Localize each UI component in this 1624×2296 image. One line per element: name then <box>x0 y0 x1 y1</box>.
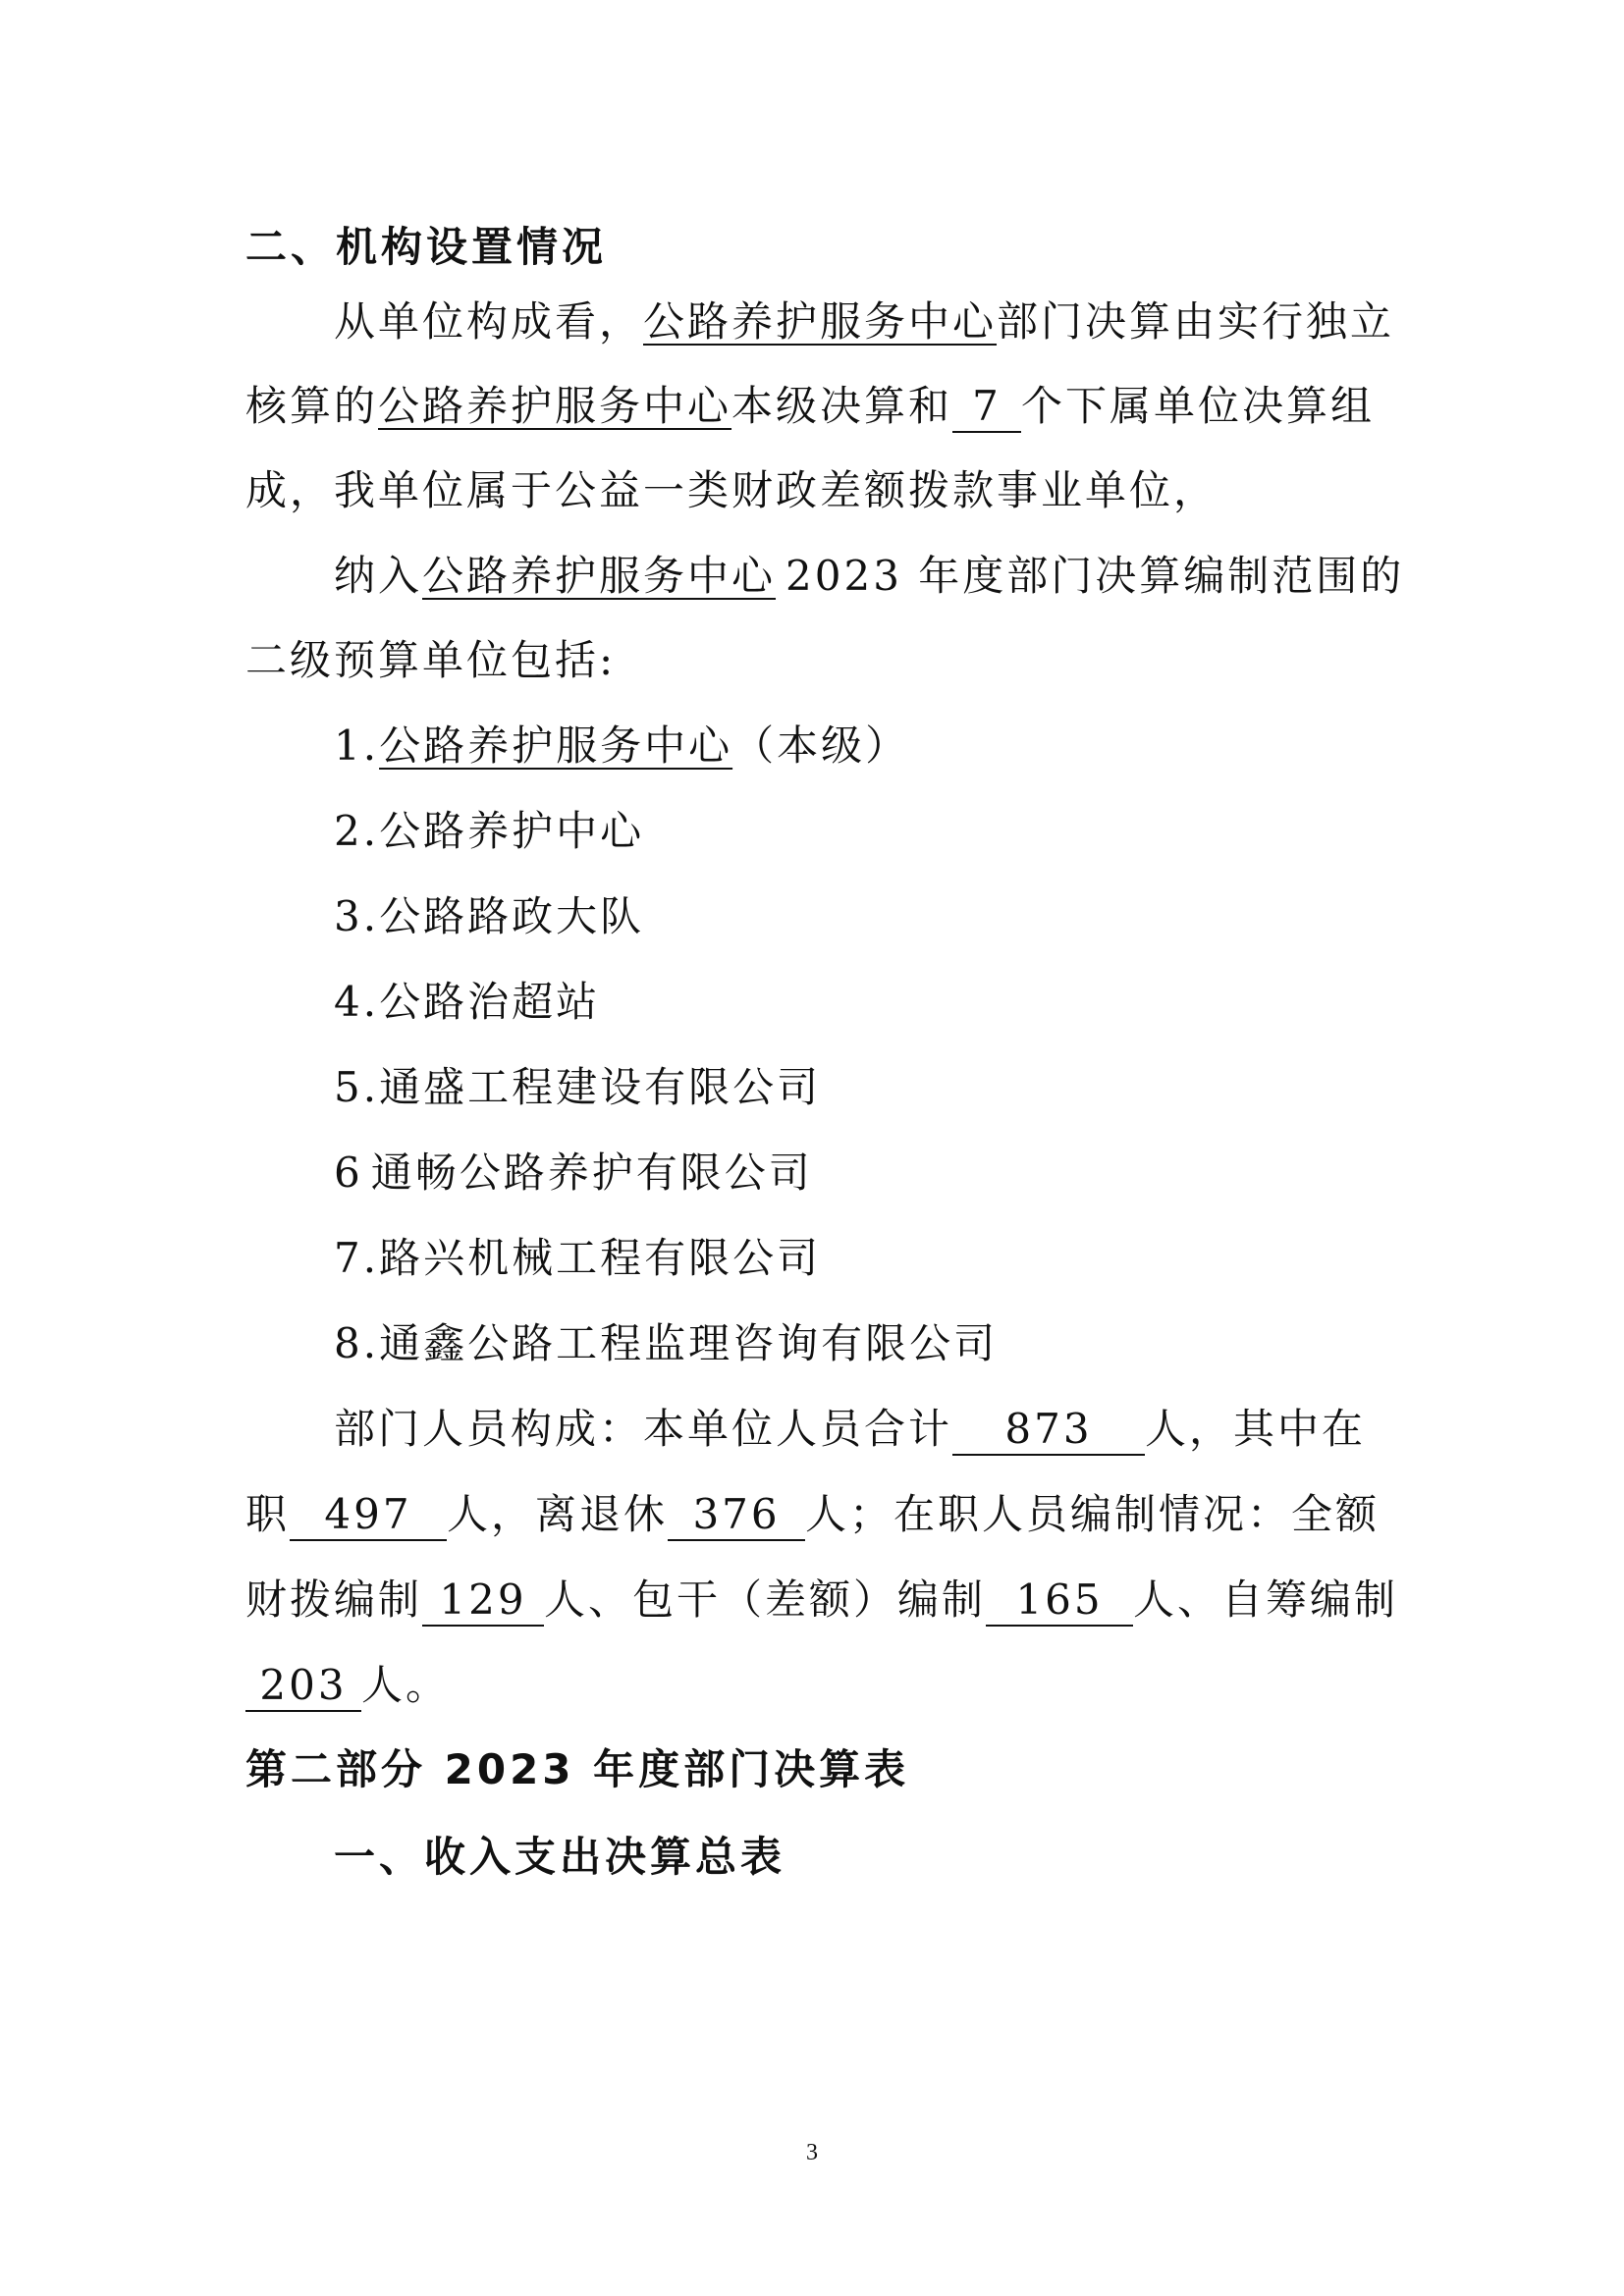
text: 人、包干（差额）编制 <box>544 1575 987 1624</box>
text: 财拨编制 <box>245 1575 423 1624</box>
staff-partial: 165 <box>986 1577 1133 1627</box>
unit-item-7 <box>334 1229 1624 1288</box>
unit-item-1 <box>334 717 1624 775</box>
unit-item-3 <box>334 887 1624 946</box>
text: 部门人员构成：本单位人员合计 <box>334 1405 953 1453</box>
item-name: 公路养护中心 <box>379 807 645 855</box>
staff-active: 497 <box>290 1492 447 1541</box>
text: 人；在职人员编制情况：全额 <box>805 1490 1380 1538</box>
unit-item-8 <box>334 1314 1624 1373</box>
para1-line3: 成，我单位属于公益一类财政差额拨款事业单位， <box>245 466 1218 514</box>
item-number: 4. <box>334 978 380 1026</box>
sub-heading: 一、收入支出决算总表 <box>334 1833 786 1881</box>
unit-item-2 <box>334 802 1624 861</box>
text: 部门决算由实行独立 <box>997 297 1395 346</box>
staff-line1 <box>334 1400 1624 1459</box>
item-number: 2. <box>334 807 380 855</box>
item-suffix: （本级） <box>732 721 910 770</box>
staff-self: 203 <box>245 1663 361 1712</box>
item-name: 公路治超站 <box>379 978 601 1026</box>
staff-line2 <box>245 1485 1624 1544</box>
text: 人，其中在 <box>1145 1405 1367 1453</box>
unit-count: 7 <box>952 384 1021 433</box>
item-number: 1. <box>334 721 380 770</box>
staff-line3 <box>245 1571 1624 1629</box>
text: 人、自筹编制 <box>1133 1575 1399 1624</box>
para1-line2 <box>245 377 1624 436</box>
unit-item-4 <box>334 973 1624 1032</box>
unit-name: 公路养护服务中心 <box>378 382 732 430</box>
text: 2023 年度部门决算编制范围的 <box>785 552 1405 600</box>
item-name: 公路养护服务中心 <box>379 721 733 770</box>
staff-retired: 376 <box>668 1492 805 1541</box>
text: 本级决算和 <box>731 382 953 430</box>
section-heading: 二、机构设置情况 <box>245 223 608 271</box>
para2-line1 <box>334 547 1624 606</box>
page-number: 3 <box>806 2140 818 2165</box>
unit-item-5 <box>334 1058 1624 1117</box>
unit-name: 公路养护服务中心 <box>422 552 777 600</box>
unit-name: 公路养护服务中心 <box>643 297 998 346</box>
para1-line1 <box>334 293 1624 351</box>
item-number: 6 <box>334 1148 363 1197</box>
text: 纳入 <box>334 552 423 600</box>
text: 从单位构成看， <box>334 297 644 346</box>
item-name: 通鑫公路工程监理咨询有限公司 <box>379 1319 999 1367</box>
item-number: 5. <box>334 1063 380 1111</box>
part-heading: 第二部分 2023 年度部门决算表 <box>245 1745 910 1793</box>
text: 人，离退休 <box>447 1490 669 1538</box>
para2-line2: 二级预算单位包括: <box>245 636 617 684</box>
item-number: 7. <box>334 1234 380 1282</box>
unit-item-6 <box>334 1144 1624 1202</box>
staff-full: 129 <box>422 1577 544 1627</box>
item-name: 通盛工程建设有限公司 <box>379 1063 822 1111</box>
item-number: 3. <box>334 892 380 940</box>
item-name: 公路路政大队 <box>379 892 645 940</box>
staff-total: 873 <box>952 1407 1145 1456</box>
staff-line4 <box>245 1656 1624 1715</box>
text: 核算的 <box>245 382 379 430</box>
text: 人。 <box>361 1661 451 1709</box>
text: 个下属单位决算组 <box>1021 382 1376 430</box>
item-number: 8. <box>334 1319 380 1367</box>
item-name: 通畅公路养护有限公司 <box>370 1148 813 1197</box>
item-name: 路兴机械工程有限公司 <box>379 1234 822 1282</box>
text: 职 <box>245 1490 291 1538</box>
